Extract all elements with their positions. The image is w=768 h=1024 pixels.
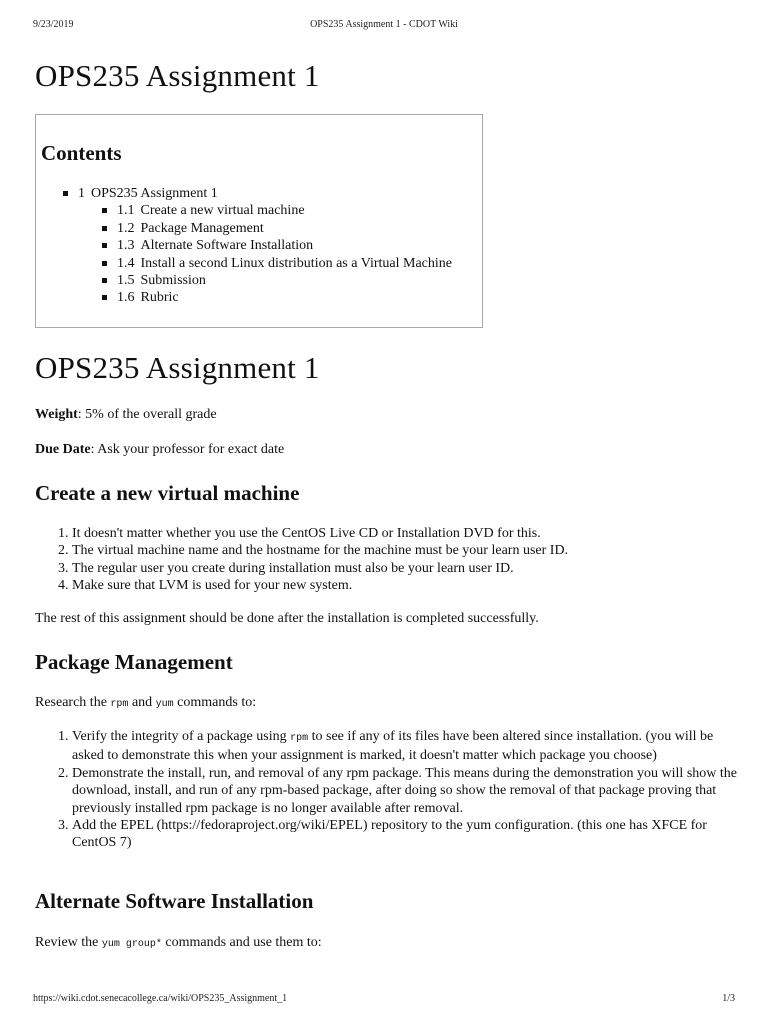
vm-note: The rest of this assignment should be done after the installation is completed successfully. bbox=[35, 611, 539, 626]
toc-item[interactable] bbox=[78, 185, 452, 307]
pkg-intro-text: and bbox=[128, 695, 156, 710]
table-of-contents bbox=[35, 114, 483, 328]
toc-number: 1.6 bbox=[117, 290, 135, 306]
step-text: Verify the integrity of a package using bbox=[72, 729, 291, 744]
alt-intro bbox=[35, 934, 322, 953]
toc-label[interactable]: Install a second Linux distribution as a Virtual Machine bbox=[140, 255, 452, 271]
heading-alternate-software: Alternate Software Installation bbox=[35, 889, 314, 913]
bullet-icon bbox=[102, 278, 107, 283]
list-item: 2. Demonstrate the install, run, and removal of any rpm package. This means during the demonstration you will show the download, install, and run of any rpm-based package, after doing so show the removal of that package proving that previously installed rpm package is no longer available after removal. bbox=[72, 765, 737, 817]
list-item: 2. The virtual machine name and the hostname for the machine must be your learn user ID. bbox=[72, 542, 737, 559]
toc-number: 1.3 bbox=[117, 238, 135, 254]
heading-package-management: Package Management bbox=[35, 650, 233, 674]
due-line bbox=[35, 441, 284, 458]
yum-command: yum bbox=[155, 699, 174, 710]
page-number: 1/3 bbox=[722, 993, 735, 1004]
pkg-intro bbox=[35, 694, 256, 713]
yum-group-command: yum group* bbox=[101, 939, 162, 950]
weight-value: : 5% of the overall grade bbox=[77, 407, 217, 422]
page-url: https://wiki.cdot.senecacollege.ca/wiki/OPS235_Assignment_1 bbox=[33, 993, 288, 1004]
weight-label: Weight bbox=[35, 407, 78, 422]
toc-number: 1.4 bbox=[117, 255, 135, 271]
toc-label[interactable]: Create a new virtual machine bbox=[140, 203, 305, 219]
toc-item[interactable] bbox=[117, 255, 452, 272]
toc-sublist bbox=[117, 202, 452, 306]
list-item: 3. The regular user you create during installation must also be your learn user ID. bbox=[72, 560, 737, 577]
weight-line bbox=[35, 406, 217, 423]
toc-list bbox=[78, 185, 452, 307]
list-item: 1. It doesn't matter whether you use the CentOS Live CD or Installation DVD for this. bbox=[72, 525, 737, 542]
print-title: OPS235 Assignment 1 - CDOT Wiki bbox=[310, 19, 458, 30]
bullet-icon bbox=[102, 208, 107, 213]
alt-intro-text: commands and use them to: bbox=[161, 935, 322, 950]
bullet-icon bbox=[102, 295, 107, 300]
pkg-steps bbox=[35, 728, 737, 852]
toc-item[interactable] bbox=[117, 202, 452, 219]
bullet-icon bbox=[102, 243, 107, 248]
bullet-icon bbox=[63, 191, 68, 196]
list-item: 4. Make sure that LVM is used for your new system. bbox=[72, 577, 737, 594]
toc-number: 1.5 bbox=[117, 273, 135, 289]
toc-number: 1.2 bbox=[117, 220, 135, 236]
toc-item[interactable] bbox=[117, 237, 452, 254]
list-item bbox=[72, 728, 737, 765]
toc-label[interactable]: Submission bbox=[140, 273, 206, 289]
toc-label[interactable]: Package Management bbox=[140, 220, 264, 236]
toc-label[interactable]: Rubric bbox=[140, 290, 179, 306]
rpm-command: rpm bbox=[290, 733, 309, 744]
list-item: 3. Add the EPEL (https://fedoraproject.org/wiki/EPEL) repository to the yum configuration. (this one has XFCE for CentOS 7) bbox=[72, 817, 737, 852]
rpm-command: rpm bbox=[110, 699, 129, 710]
due-label: Due Date bbox=[35, 442, 91, 457]
toc-label[interactable]: Alternate Software Installation bbox=[140, 238, 314, 254]
due-value: : Ask your professor for exact date bbox=[90, 442, 285, 457]
step-text: to see if any of its files have been altered since installation. (you will be asked to demonstrate this when your assignment is marked, it doesn't matter which package you choose) bbox=[72, 729, 714, 764]
toc-item[interactable] bbox=[117, 289, 452, 306]
toc-number: 1.1 bbox=[117, 203, 135, 219]
toc-item[interactable] bbox=[117, 220, 452, 237]
page-title: OPS235 Assignment 1 bbox=[35, 58, 320, 93]
bullet-icon bbox=[102, 261, 107, 266]
bullet-icon bbox=[102, 226, 107, 231]
vm-steps bbox=[35, 525, 737, 595]
print-date: 9/23/2019 bbox=[33, 19, 74, 30]
toc-label[interactable]: OPS235 Assignment 1 bbox=[91, 186, 218, 201]
pkg-intro-text: commands to: bbox=[173, 695, 257, 710]
section-title: OPS235 Assignment 1 bbox=[35, 350, 320, 385]
pkg-intro-text: Research the bbox=[35, 695, 111, 710]
toc-number: 1 bbox=[78, 186, 85, 201]
toc-title: Contents bbox=[41, 141, 122, 165]
heading-create-vm: Create a new virtual machine bbox=[35, 481, 300, 505]
toc-item[interactable] bbox=[117, 272, 452, 289]
alt-intro-text: Review the bbox=[35, 935, 102, 950]
